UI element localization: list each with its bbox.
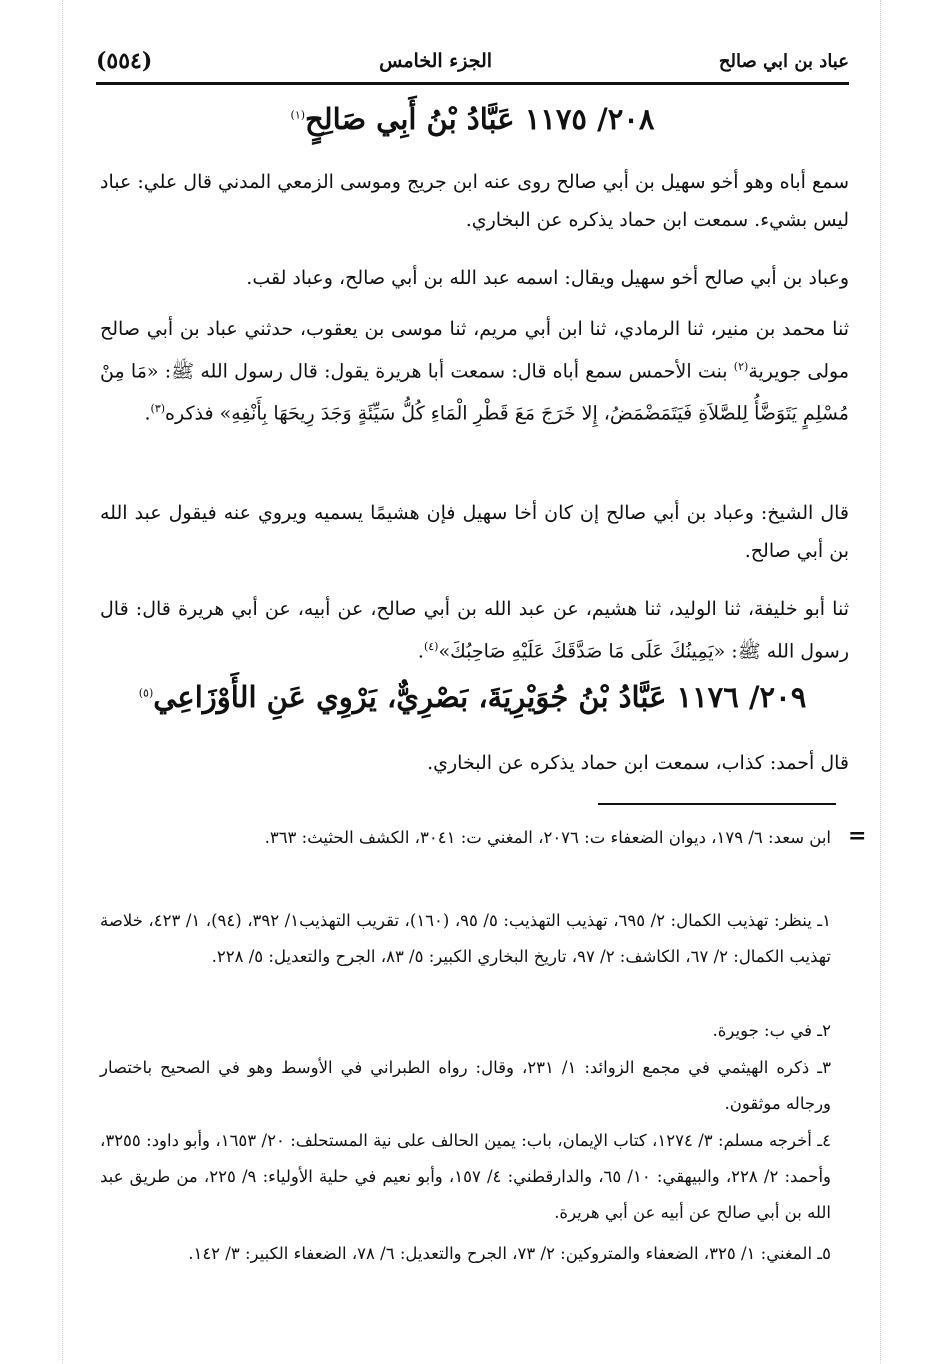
footnote-ref: (٤) (423, 640, 439, 653)
running-title: عباد بن ابي صالح (718, 50, 849, 72)
footnote-5: ٥ـ المغني: ١/ ٣٢٥، الضعفاء والمتروكين: ٢/ ٧٣، الجرح والتعديل: ٦/ ٧٨، الضعفاء الكبير: ٣/ ١٤٢. (188, 1244, 831, 1263)
footnote-ref: (١) (290, 108, 306, 122)
scan-guide-line (62, 0, 63, 1364)
entry-209-title: ٢٠٩/ ١١٧٦ عَبَّادُ بْنُ جُوَيْرِيَةَ، بَصْرِيٌّ، يَرْوِي عَنِ الأَوْزَاعِي$^{(٥)}$ (138, 680, 807, 714)
page-header (96, 40, 849, 85)
footnote-separator (598, 803, 836, 805)
continuation-marker: = (848, 823, 867, 849)
page-number: (٥٥٤) (96, 48, 153, 74)
footnote-2: ٢ـ في ب: جويرة. (712, 1021, 831, 1040)
footnote-sources: ابن سعد: ٦/ ١٧٩، ديوان الضعفاء ت: ٢٠٧٦، المغني ت: ٣٠٤١، الكشف الحثيث: ٣٦٣. (264, 828, 831, 847)
footnote-1: ١ـ ينظر: تهذيب الكمال: ٢/ ٦٩٥، تهذيب التهذيب: ٥/ ٩٥، (١٦٠)، تقريب التهذيب١/ ٣٩٢، (٩٤)، ١/ ٤٢٣، خلاصة تهذيب الكمال: ٢/ ٦٧، الكاشف: ٢/ ٩٧، تاريخ البخاري الكبير: ٥/ ٨٣، الجرح والتعديل: ٥/ ٢٢٨. (100, 911, 831, 966)
footnote-3: ٣ـ ذكره الهيثمي في مجمع الزوائد: ١/ ٢٣١، وقال: رواه الطبراني في الأوسط وهو في الصحيح باختصار ورجاله موثقون. (100, 1058, 831, 1113)
footnote-ref: (٢) (733, 360, 749, 373)
hadith-2: ثنا أبو خليفة، ثنا الوليد، ثنا هشيم، عن عبد الله بن أبي صالح، عن أبيه، عن أبي هريرة قال: قال رسول الله ﷺ: «يَمِينُكَ عَلَى مَا صَدَّقَكَ عَلَيْهِ صَاحِبُكَ»$^{(٤)}$. (100, 598, 849, 663)
entry-208-paragraph: وعباد بن أبي صالح أخو سهيل ويقال: اسمه عبد الله بن أبي صالح، وعباد لقب. (246, 267, 849, 289)
footnote-4: ٤ـ أخرجه مسلم: ٣/ ١٢٧٤، كتاب الإيمان، باب: يمين الحالف على نية المستحلف: ٢٠/ ١٦٥٣، وأبو داود: ٣٢٥٥، وأحمد: ٢/ ٢٢٨، والبيهقي: ١٠/ ٦٥، والدارقطني: ٤/ ١٥٧، وأبو نعيم في حلية الأولياء: ٩/ ٢٢٥، من طريق عبد الله بن أبي صالح عن أبيه عن أبي هريرة. (100, 1131, 831, 1222)
scan-guide-line (880, 0, 881, 1364)
entry-208-paragraph: سمع أباه وهو أخو سهيل بن أبي صالح روى عنه ابن جريج وموسى الزمعي المدني قال علي: عباد ليس بشيء. سمعت ابن حماد يذكره عن البخاري. (100, 171, 849, 231)
entry-208-title: ٢٠٨/ ١١٧٥ عَبَّادُ بْنُ أَبِي صَالِحٍ$^{(١)}$ (290, 102, 655, 136)
part-title: الجزء الخامس (379, 50, 493, 72)
footnote-ref: (٣) (150, 402, 166, 416)
hadith-1: ثنا محمد بن منير، ثنا الرمادي، ثنا ابن أبي مريم، ثنا موسى بن يعقوب، حدثني عباد بن أبي صالح مولى جويرية$^{(٢)}$ بنت الأحمس سمع أباه قال: سمعت أبا هريرة يقول: قال رسول الله ﷺ: «مَا مِنْ مُسْلِمٍ يَتَوَضَّأُ لِلصَّلاَةِ فَيَتَمَضْمَضُ، إِلا خَرَجَ مَعَ قَطْرِ الْمَاءِ كُلُّ سَيِّئَةٍ وَجَدَ رِيحَهَا بِأَنْفِهِ» فذكره$^{(٣)}$. (100, 318, 849, 425)
entry-209-text: قال أحمد: كذاب، سمعت ابن حماد يذكره عن البخاري. (427, 752, 849, 774)
footnote-ref: (٥) (138, 686, 154, 700)
sheikh-note: قال الشيخ: وعباد بن أبي صالح إن كان أخا سهيل فإن هشيمًا يسميه ويروي عنه فيقول عبد الله بن أبي صالح. (100, 502, 849, 562)
